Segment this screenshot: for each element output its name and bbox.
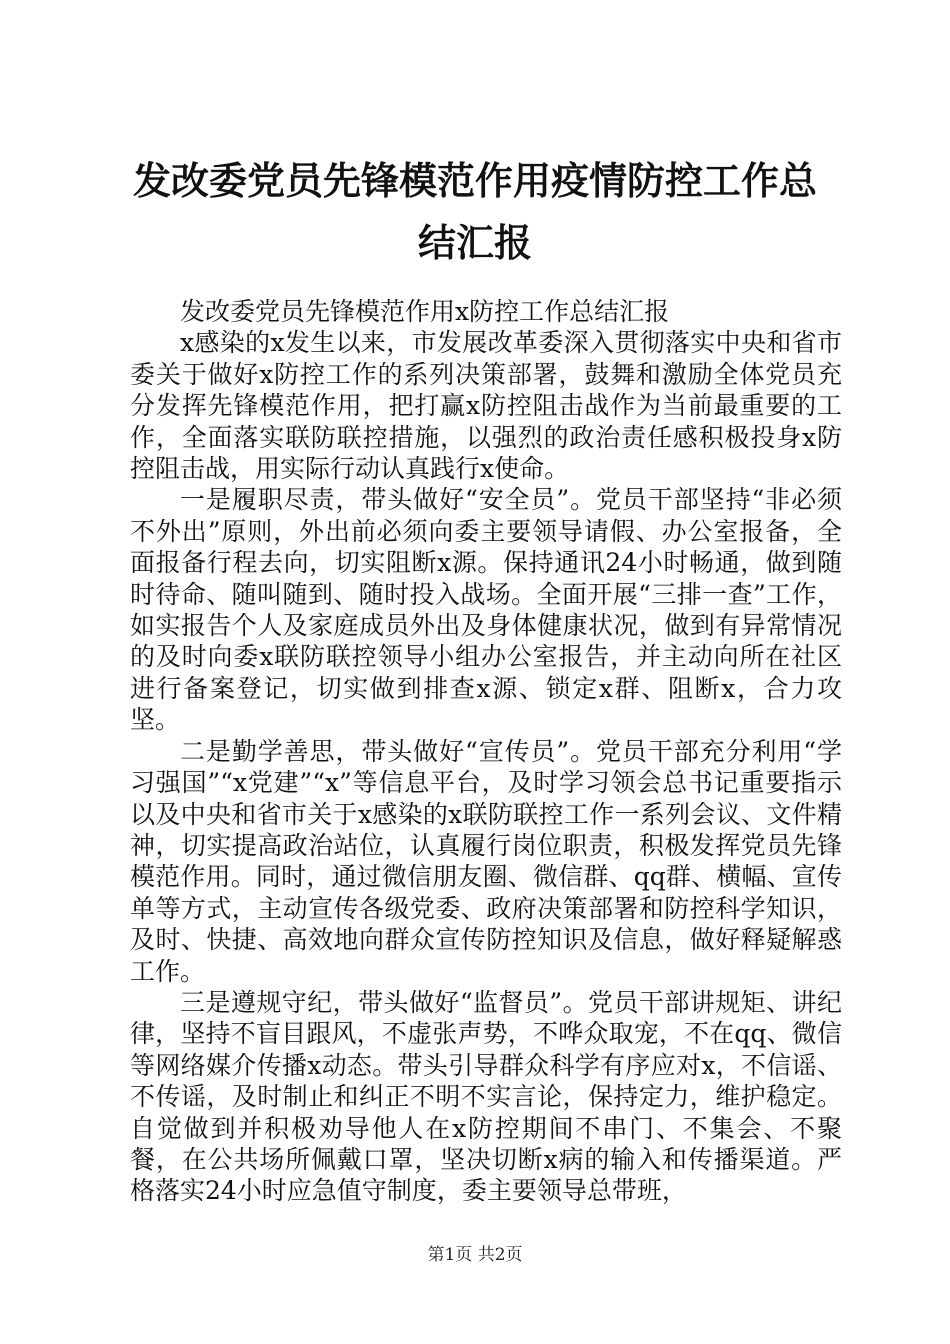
paragraph-supervisor: 三是遵规守纪，带头做好“监督员”。党员干部讲规矩、讲纪律，坚持不盲目跟风，不虚张声势，不哗众取宠，不在qq、微信等网络媒介传播x动态。带头引导群众科学有序应对x，不信谣、不传谣，及时制止和纠正不明不实言论，保持定力，维护稳定。自觉做到并积极劝导他人在x防控期间不串门、不集会、不聚餐，在公共场所佩戴口罩，坚决切断x病的输入和传播渠道。严格落实24小时应急值守制度，委主要领导总带班， <box>130 987 842 1206</box>
document-title: 发改委党员先锋模范作用疫情防控工作总结汇报 <box>132 158 817 265</box>
paragraph-safety-officer: 一是履职尽责，带头做好“安全员”。党员干部坚持“非必须不外出”原则，外出前必须向委主要领导请假、办公室报备，全面报备行程去向，切实阻断x源。保持通讯24小时畅通，做到随时待命、随叫随到、随时投入战场。全面开展“三排一查”工作，如实报告个人及家庭成员外出及身体健康状况，做到有异常情况的及时向委x联防联控领导小组办公室报告，并主动向所在社区进行备案登记，切实做到排查x源、锁定x群、阻断x，合力攻坚。 <box>130 485 842 735</box>
paragraph-publicity-officer: 二是勤学善思，带头做好“宣传员”。党员干部充分利用“学习强国”“x党建”“x”等信息平台，及时学习领会总书记重要指示以及中央和省市关于x感染的x联防联控工作一系列会议、文件精神，切实提高政治站位，认真履行岗位职责，积极发挥党员先锋模范作用。同时，通过微信朋友圈、微信群、qq群、横幅、宣传单等方式，主动宣传各级党委、政府决策部署和防控科学知识，及时、快捷、高效地向群众宣传防控知识及信息，做好释疑解惑工作。 <box>130 736 842 986</box>
document-body <box>130 296 842 1207</box>
paragraph-intro: x感染的x发生以来，市发展改革委深入贯彻落实中央和省市委关于做好x防控工作的系列决策部署，鼓舞和激励全体党员充分发挥先锋模范作用，把打赢x防控阻击战作为当前最重要的工作，全面落实联防联控措施，以强烈的政治责任感积极投身x防控阻击战，用实际行动认真践行x使命。 <box>130 328 842 484</box>
document-subtitle: 发改委党员先锋模范作用x防控工作总结汇报 <box>180 297 670 326</box>
page-number-footer: 第1页 共2页 <box>427 1245 523 1265</box>
